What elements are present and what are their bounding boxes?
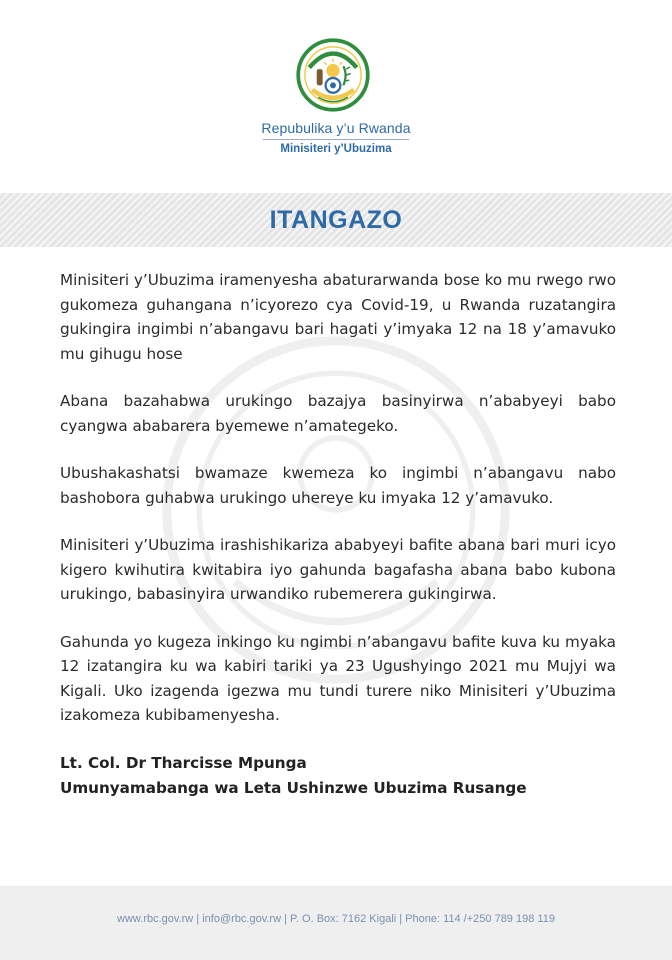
header-divider: [263, 139, 409, 140]
page-title: ITANGAZO: [269, 206, 403, 234]
signatory-role: Umunyamabanga wa Leta Ushinzwe Ubuzima Rusange: [60, 778, 527, 797]
signatory-name: Lt. Col. Dr Tharcisse Mpunga: [60, 753, 307, 772]
footer: [0, 886, 672, 960]
paragraph: Ubushakashatsi bwamaze kwemeza ko ingimbi n’abangavu nabo bashobora guhabwa urukingo uhereye ku imyaka 12 y’amavuko.: [60, 464, 616, 507]
rwanda-coat-of-arms-icon: [296, 38, 370, 112]
letterhead: [0, 0, 672, 190]
paragraph: Minisiteri y’Ubuzima iramenyesha abaturarwanda bose ko mu rwego rwo gukomeza guhangana n’icyorezo cya Covid-19, u Rwanda ruzatangira gukingira ingimbi n’abangavu bari hagati y’imyaka 12 na 18 y’amavuko mu gihugu hose: [60, 271, 616, 363]
footer-contact: www.rbc.gov.rw | info@rbc.gov.rw | P. O. Box: 7162 Kigali | Phone: 114 /+250 789 198 119: [117, 913, 555, 925]
ministry-name: Minisiteri y’Ubuzima: [280, 143, 392, 155]
republic-name: Repubulika y’u Rwanda: [261, 120, 411, 136]
paragraph: Abana bazahabwa urukingo bazajya basinyirwa n’ababyeyi babo cyangwa ababarera byemewe n’amategeko.: [60, 392, 616, 435]
announcement-body: [60, 268, 616, 801]
paragraph: Gahunda yo kugeza inkingo ku ngimbi n’abangavu bafite kuva ku myaka 12 izatangira ku wa kabiri tariki ya 23 Ugushyingo 2021 mu Mujyi wa Kigali. Uko izagenda igezwa mu tundi turere niko Minisiteri y’Ubuzima izakomeza kubibamenyesha.: [60, 632, 616, 724]
title-band: [0, 193, 672, 247]
paragraph: Minisiteri y’Ubuzima irashishikariza ababyeyi bafite abana bari muri icyo kigero kwihutira kwitabira iyo gahunda bagafasha abana babo kubona urukingo, babasinyira urwandiko rubemerera gukingirwa.: [60, 536, 616, 603]
